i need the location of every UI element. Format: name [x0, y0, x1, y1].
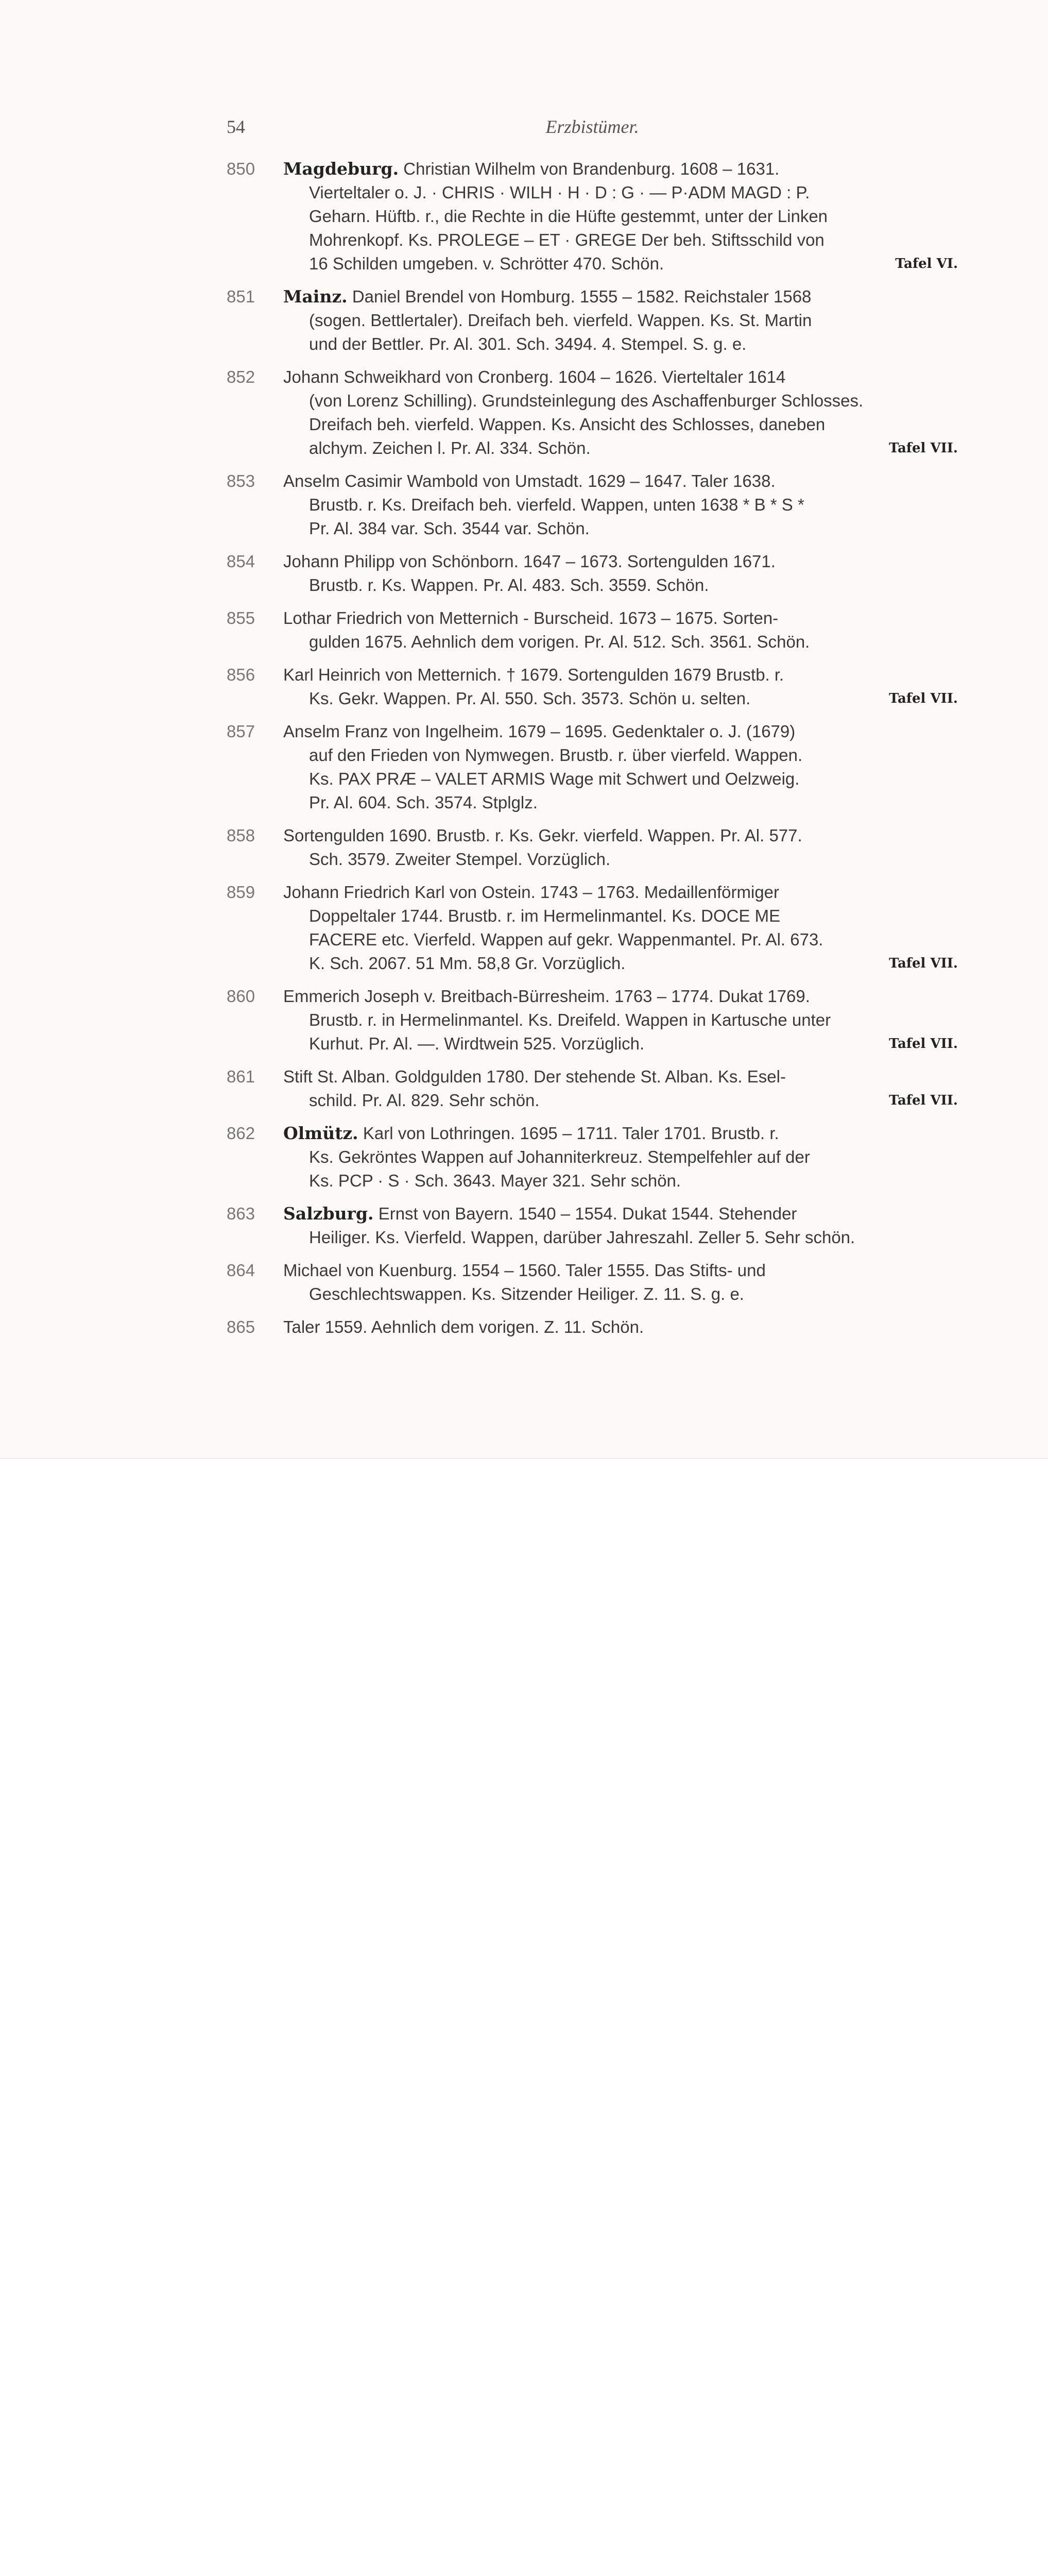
page-number: 54	[227, 116, 245, 137]
entry-line	[283, 880, 958, 904]
entry-line	[283, 985, 958, 1008]
entry-text: 16 Schilden umgeben. v. Schrötter 470. Schön.	[309, 254, 664, 273]
entry-heading: Olmütz.	[283, 1123, 358, 1143]
entry-body	[283, 469, 958, 540]
catalogue-entry	[227, 1259, 958, 1306]
entry-body	[283, 824, 958, 871]
entry-text: Stift St. Alban. Goldgulden 1780. Der stehende St. Alban. Ks. Esel-	[283, 1067, 786, 1086]
entry-number: 852	[227, 367, 255, 386]
plate-reference: Tafel VII.	[889, 1036, 958, 1052]
catalogue-entry	[227, 1202, 958, 1249]
entry-number: 865	[227, 1317, 255, 1336]
entry-heading: Magdeburg.	[283, 159, 399, 179]
entry-text: Ks. PCP · S · Sch. 3643. Mayer 321. Sehr schön.	[309, 1171, 681, 1190]
entry-heading: Mainz.	[283, 286, 348, 307]
entry-text: Brustb. r. in Hermelinmantel. Ks. Dreifeld. Wappen in Kartusche unter	[309, 1010, 831, 1029]
entry-line	[283, 1169, 958, 1193]
catalogue-entry	[227, 606, 958, 654]
entry-number: 858	[227, 826, 255, 845]
plate-reference: Tafel VII.	[889, 440, 958, 456]
entry-line	[283, 1032, 958, 1056]
entry-line	[283, 1008, 958, 1032]
running-title: Erzbistümer.	[545, 116, 639, 137]
entry-text: Karl von Lothringen. 1695 – 1711. Taler 1701. Brustb. r.	[363, 1124, 779, 1143]
page-header	[227, 116, 958, 147]
catalogue-entry	[227, 1315, 958, 1339]
entry-text: (sogen. Bettlertaler). Dreifach beh. vierfeld. Wappen. Ks. St. Martin	[309, 311, 812, 330]
entry-number: 859	[227, 883, 255, 902]
entry-text: alchym. Zeichen l. Pr. Al. 334. Schön.	[309, 438, 591, 457]
entry-text: Johann Schweikhard von Cronberg. 1604 – 1626. Vierteltaler 1614	[283, 367, 786, 386]
entry-text: Emmerich Joseph v. Breitbach-Bürresheim. 1763 – 1774. Dukat 1769.	[283, 987, 810, 1006]
entry-number: 853	[227, 471, 255, 490]
entry-line	[283, 767, 958, 791]
entry-text: K. Sch. 2067. 51 Mm. 58,8 Gr. Vorzüglich.	[309, 954, 626, 973]
entry-text: Pr. Al. 604. Sch. 3574. Stplglz.	[309, 793, 538, 812]
entry-text: Sortengulden 1690. Brustb. r. Ks. Gekr. vierfeld. Wappen. Pr. Al. 577.	[283, 826, 802, 845]
entry-line	[283, 743, 958, 767]
entry-body	[283, 606, 958, 654]
entry-line	[283, 663, 958, 687]
entry-heading: Salzburg.	[283, 1204, 374, 1224]
entry-text: Heiliger. Ks. Vierfeld. Wappen, darüber Jahreszahl. Zeller 5. Sehr schön.	[309, 1228, 855, 1247]
entry-text: Karl Heinrich von Metternich. † 1679. Sortengulden 1679 Brustb. r.	[283, 665, 784, 684]
entry-text: Ks. Gekröntes Wappen auf Johanniterkreuz. Stempelfehler auf der	[309, 1147, 810, 1166]
entry-line	[283, 285, 958, 309]
entry-number: 854	[227, 552, 255, 571]
entry-number: 857	[227, 722, 255, 741]
entry-line	[283, 493, 958, 517]
entry-body	[283, 365, 958, 460]
catalogue-entry	[227, 824, 958, 871]
catalogue-entry	[227, 880, 958, 975]
catalogue-entry	[227, 157, 958, 276]
entry-number: 851	[227, 287, 255, 306]
entry-text: Johann Philipp von Schönborn. 1647 – 1673. Sortengulden 1671.	[283, 552, 776, 571]
entry-line	[283, 332, 958, 356]
entry-line	[283, 550, 958, 573]
entry-text: Ernst von Bayern. 1540 – 1554. Dukat 1544. Stehender	[378, 1204, 797, 1223]
catalogue-entry	[227, 985, 958, 1056]
entry-line	[283, 1259, 958, 1282]
entry-body	[283, 285, 958, 356]
entry-line	[283, 1282, 958, 1306]
catalogue-entry	[227, 1122, 958, 1193]
plate-reference: Tafel VII.	[889, 1093, 958, 1108]
entry-body	[283, 985, 958, 1056]
entry-text: schild. Pr. Al. 829. Sehr schön.	[309, 1091, 540, 1110]
plate-reference: Tafel VI.	[895, 256, 958, 272]
entry-line	[283, 469, 958, 493]
entry-text: Brustb. r. Ks. Wappen. Pr. Al. 483. Sch. 3559. Schön.	[309, 575, 709, 595]
entry-line	[283, 630, 958, 654]
entry-line	[283, 228, 958, 252]
entry-text: FACERE etc. Vierfeld. Wappen auf gekr. Wappenmantel. Pr. Al. 673.	[309, 930, 823, 949]
entry-body	[283, 663, 958, 710]
entry-line	[283, 365, 958, 389]
plate-reference: Tafel VII.	[889, 691, 958, 706]
entry-text: Brustb. r. Ks. Dreifach beh. vierfeld. Wappen, unten 1638 * B * S *	[309, 495, 804, 514]
entry-line	[283, 205, 958, 228]
entry-line	[283, 928, 958, 952]
entry-line	[283, 252, 958, 276]
entry-line	[283, 181, 958, 205]
entry-number: 856	[227, 665, 255, 684]
entry-body	[283, 720, 958, 815]
entry-text: Daniel Brendel von Homburg. 1555 – 1582. Reichstaler 1568	[352, 287, 812, 306]
entry-text: Anselm Franz von Ingelheim. 1679 – 1695. Gedenktaler o. J. (1679)	[283, 722, 796, 741]
entry-line	[283, 573, 958, 597]
entry-text: Pr. Al. 384 var. Sch. 3544 var. Schön.	[309, 519, 590, 538]
entry-number: 862	[227, 1124, 255, 1143]
catalogue-entry	[227, 550, 958, 597]
entry-line	[283, 824, 958, 848]
entry-number: 863	[227, 1204, 255, 1223]
entry-line	[283, 517, 958, 540]
entry-line	[283, 1145, 958, 1169]
entry-text: Vierteltaler o. J. · CHRIS · WILH · H · D : G · — P·ADM MAGD : P.	[309, 183, 810, 202]
entry-number: 860	[227, 987, 255, 1006]
entry-line	[283, 720, 958, 743]
entry-line	[283, 309, 958, 332]
entry-line	[283, 1122, 958, 1145]
catalogue-entries	[227, 157, 958, 1348]
entry-text: (von Lorenz Schilling). Grundsteinlegung des Aschaffenburger Schlosses.	[309, 391, 864, 410]
catalogue-entry	[227, 1065, 958, 1112]
entry-body	[283, 1065, 958, 1112]
entry-text: Geschlechtswappen. Ks. Sitzender Heiliger. Z. 11. S. g. e.	[309, 1284, 744, 1303]
entry-line	[283, 952, 958, 975]
entry-body	[283, 880, 958, 975]
entry-body	[283, 157, 958, 276]
entry-line	[283, 1202, 958, 1226]
entry-text: Ks. PAX PRÆ – VALET ARMIS Wage mit Schwert und Oelzweig.	[309, 769, 800, 788]
entry-line	[283, 157, 958, 181]
entry-line	[283, 848, 958, 871]
entry-body	[283, 1202, 958, 1249]
catalogue-entry	[227, 720, 958, 815]
entry-text: Dreifach beh. vierfeld. Wappen. Ks. Ansicht des Schlosses, daneben	[309, 415, 826, 434]
entry-text: Taler 1559. Aehnlich dem vorigen. Z. 11. Schön.	[283, 1317, 644, 1336]
entry-text: Doppeltaler 1744. Brustb. r. im Hermelinmantel. Ks. DOCE ME	[309, 906, 781, 925]
entry-text: Johann Friedrich Karl von Ostein. 1743 – 1763. Medaillenförmiger	[283, 883, 780, 902]
entry-text: Kurhut. Pr. Al. —. Wirdtwein 525. Vorzüglich.	[309, 1034, 645, 1053]
entry-body	[283, 1122, 958, 1193]
entry-text: Geharn. Hüftb. r., die Rechte in die Hüfte gestemmt, unter der Linken	[309, 207, 828, 226]
entry-number: 864	[227, 1261, 255, 1280]
entry-text: Sch. 3579. Zweiter Stempel. Vorzüglich.	[309, 850, 611, 869]
entry-text: Ks. Gekr. Wappen. Pr. Al. 550. Sch. 3573. Schön u. selten.	[309, 689, 751, 708]
footer-bar	[0, 1458, 1048, 1530]
catalogue-entry	[227, 365, 958, 460]
entry-text: Anselm Casimir Wambold von Umstadt. 1629 – 1647. Taler 1638.	[283, 471, 776, 490]
catalogue-entry	[227, 469, 958, 540]
entry-line	[283, 1315, 958, 1339]
plate-reference: Tafel VII.	[889, 956, 958, 971]
entry-text: auf den Frieden von Nymwegen. Brustb. r. über vierfeld. Wappen.	[309, 745, 803, 765]
entry-number: 861	[227, 1067, 255, 1086]
entry-line	[283, 1226, 958, 1249]
entry-line	[283, 687, 958, 710]
entry-line	[283, 413, 958, 436]
entry-line	[283, 436, 958, 460]
entry-text: gulden 1675. Aehnlich dem vorigen. Pr. Al. 512. Sch. 3561. Schön.	[309, 632, 810, 651]
entry-text: Mohrenkopf. Ks. PROLEGE – ET · GREGE Der beh. Stiftsschild von	[309, 230, 824, 249]
entry-line	[283, 791, 958, 815]
entry-text: Christian Wilhelm von Brandenburg. 1608 – 1631.	[403, 159, 780, 178]
catalogue-entry	[227, 285, 958, 356]
entry-line	[283, 606, 958, 630]
catalogue-entry	[227, 663, 958, 710]
entry-body	[283, 1259, 958, 1306]
entry-line	[283, 1089, 958, 1112]
entry-text: und der Bettler. Pr. Al. 301. Sch. 3494. 4. Stempel. S. g. e.	[309, 334, 747, 353]
entry-text: Lothar Friedrich von Metternich - Burscheid. 1673 – 1675. Sorten-	[283, 608, 779, 628]
entry-text: Michael von Kuenburg. 1554 – 1560. Taler 1555. Das Stifts- und	[283, 1261, 766, 1280]
entry-body	[283, 550, 958, 597]
entry-body	[283, 1315, 958, 1339]
entry-number: 850	[227, 159, 255, 178]
entry-line	[283, 904, 958, 928]
entry-line	[283, 389, 958, 413]
entry-number: 855	[227, 608, 255, 628]
entry-line	[283, 1065, 958, 1089]
